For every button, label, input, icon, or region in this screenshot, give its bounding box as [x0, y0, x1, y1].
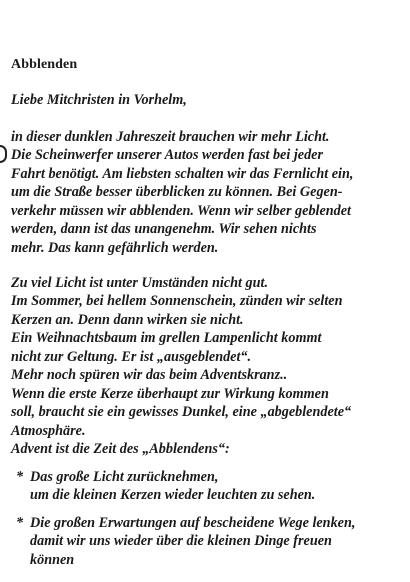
paragraph2-line: Im Sommer, bei hellem Sonnenschein, zünden wir selten: [11, 293, 343, 309]
paragraph2-line: Advent ist die Zeit des „Abblendens“:: [11, 441, 230, 457]
paragraph2-line: Atmosphäre.: [11, 423, 86, 439]
paragraph1-line: um die Straße besser überblicken zu können. Bei Gegen-: [11, 184, 343, 200]
paragraph1-line: Fahrt benötigt. Am liebsten schalten wir das Fernlicht ein,: [11, 166, 354, 182]
bullet-marker: *: [16, 469, 24, 485]
paragraph1-line: werden, dann ist das unangenehm. Wir sehen nichts: [11, 221, 317, 237]
bullet-marker: *: [16, 515, 24, 531]
paragraph2-line: Kerzen an. Denn dann wirken sie nicht.: [11, 312, 244, 328]
paragraph1-line: verkehr müssen wir abblenden. Wenn wir selber geblendet: [11, 203, 351, 219]
bullet2-line: können: [30, 552, 75, 568]
paragraph1-line: Die Scheinwerfer unserer Autos werden fast bei jeder: [11, 147, 323, 163]
bullet2-line: damit wir uns wieder über die kleinen Dinge freuen: [30, 533, 332, 549]
margin-bracket-mark: [0, 145, 7, 163]
bullet1-line: um die kleinen Kerzen wieder leuchten zu sehen.: [30, 487, 316, 503]
greeting: Liebe Mitchristen in Vorhelm,: [11, 92, 187, 108]
paragraph1-line: mehr. Das kann gefährlich werden.: [11, 240, 219, 256]
paragraph2-line: soll, braucht sie ein gewisses Dunkel, eine „abgeblendete“: [11, 404, 352, 420]
paragraph2-line: Ein Weihnachtsbaum im grellen Lampenlicht kommt: [11, 330, 322, 346]
paragraph2-line: Zu viel Licht ist unter Umständen nicht gut.: [11, 275, 268, 291]
paragraph2-line: Wenn die erste Kerze überhaupt zur Wirkung kommen: [11, 386, 329, 402]
bullet2-line: Die großen Erwartungen auf bescheidene Wege lenken,: [30, 515, 356, 531]
document-title: Abblenden: [11, 57, 78, 72]
bullet1-line: Das große Licht zurücknehmen,: [30, 469, 219, 485]
paragraph2-line: Mehr noch spüren wir das beim Adventskranz..: [11, 367, 288, 383]
paragraph1-line: in dieser dunklen Jahreszeit brauchen wir mehr Licht.: [11, 129, 330, 145]
paragraph2-line: nicht zur Geltung. Er ist „ausgeblendet“.: [11, 349, 252, 365]
